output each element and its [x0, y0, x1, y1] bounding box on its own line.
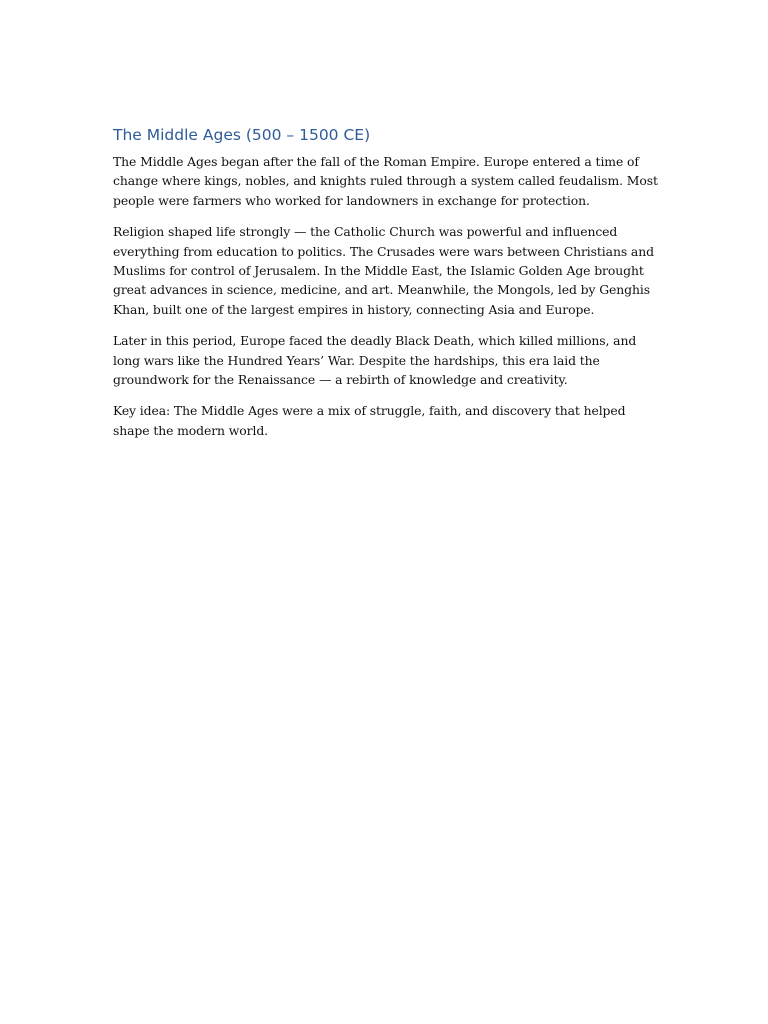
paragraph-religion: Religion shaped life strongly — the Catholic Church was powerful and influenced everything from education to politics. The Crusades were wars between Christians and Muslims for control of Jerusalem. In the Middle East, the Islamic Golden Age brought great advances in science, medicine, and art. Meanwhile, the Mongols, led by Genghis Khan, built one of the largest empires in history, connecting Asia and Europe.: [113, 224, 654, 317]
paragraph-intro: The Middle Ages began after the fall of the Roman Empire. Europe entered a time of change where kings, nobles, and knights ruled through a system called feudalism. Most people were farmers who worked for landowners in exchange for protection.: [113, 154, 658, 208]
document-title: The Middle Ages (500 – 1500 CE): [113, 126, 371, 144]
paragraph-later-period: Later in this period, Europe faced the deadly Black Death, which killed millions, and long wars like the Hundred Years’ War. Despite the hardships, this era laid the groundwork for the Renaissance — a rebirth of knowledge and creativity.: [113, 333, 637, 388]
document-body: [113, 124, 661, 452]
paragraph-key-idea: Key idea: The Middle Ages were a mix of struggle, faith, and discovery that helped shape the modern world.: [113, 403, 626, 438]
